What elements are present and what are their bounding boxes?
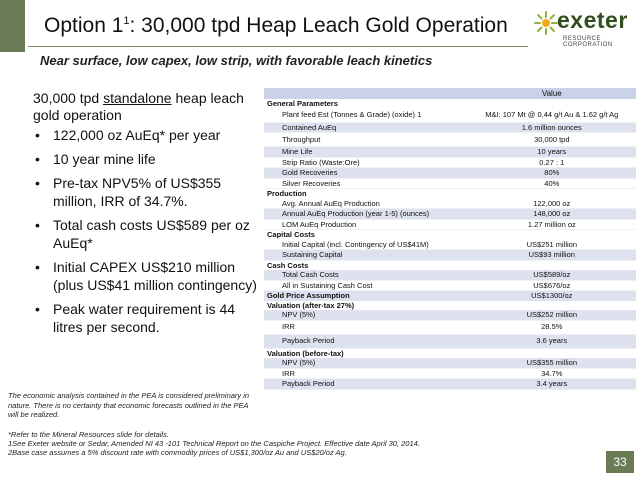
table-cell-value: US$93 million <box>468 250 636 261</box>
footnote: 1See Exeter website or Sedar, Amended NI 43 -101 Technical Report on the Caspiche Project. Effective date April 30, 2014. <box>8 439 420 448</box>
table-section-row <box>264 301 636 311</box>
table-cell-value <box>468 99 636 109</box>
sunburst-icon <box>533 10 559 36</box>
table-cell-label: Valuation (before-tax) <box>267 348 344 358</box>
table-cell-label: Production <box>267 189 307 198</box>
table-row <box>264 109 636 123</box>
table-cell-label: Contained AuEq <box>264 122 468 133</box>
table-cell-label: Payback Period <box>264 334 468 348</box>
table-cell-label: Gold Recoveries <box>264 168 468 179</box>
table-cell-label: General Parameters <box>267 99 338 108</box>
table-header-value: Value <box>468 88 636 99</box>
table-row <box>264 250 636 261</box>
table-cell-label: Sustaining Capital <box>264 250 468 261</box>
table-cell-value <box>468 348 636 358</box>
table-cell-value: 1.6 million ounces <box>468 122 636 133</box>
table-row <box>264 310 636 320</box>
table-cell-label: Strip Ratio (Waste:Ore) <box>264 157 468 168</box>
table-cell-label: Total Cash Costs <box>264 270 468 280</box>
table-cell-value: 30,000 tpd <box>468 133 636 147</box>
table-row <box>264 368 636 379</box>
table-row <box>264 280 636 291</box>
table-cell-label: Valuation (after-tax 27%) <box>267 300 355 310</box>
table-header-blank <box>264 88 468 99</box>
table-cell-value: 28.5% <box>468 320 636 334</box>
table-row <box>264 122 636 133</box>
logo-tagline: RESOURCE CORPORATION <box>563 36 613 48</box>
footnotes <box>8 430 478 457</box>
table-cell-value: US$355 million <box>468 358 636 368</box>
table-cell-label: IRR <box>264 368 468 379</box>
corner-accent-block <box>0 0 25 52</box>
table-row <box>264 358 636 368</box>
table-cell-label: Cash Costs <box>267 260 309 270</box>
table-cell-label: IRR <box>264 320 468 334</box>
table-cell-value: 0.27 : 1 <box>468 157 636 168</box>
table-row <box>264 379 636 390</box>
bullet-list <box>33 126 261 342</box>
table-cell-label: Plant feed Est (Tonnes & Grade) (oxide) 1 <box>264 109 468 123</box>
table-section-row <box>264 189 636 199</box>
table-cell-value: 34.7% <box>468 368 636 379</box>
table-cell-label: Gold Price Assumption <box>264 291 468 301</box>
table-header-row <box>264 88 636 99</box>
table-cell-label: Mine Life <box>264 147 468 158</box>
table-row <box>264 240 636 250</box>
bullet-item: • Initial CAPEX US$210 million (plus US$41 million contingency) <box>33 258 261 294</box>
table-cell-label: Annual AuEq Production (year 1-5) (ounces) <box>264 209 468 220</box>
table-cell-label: NPV (5%) <box>264 310 468 320</box>
table-cell-label: Payback Period <box>264 379 468 390</box>
table-row <box>264 320 636 334</box>
bullet-item: • 122,000 oz AuEq* per year <box>33 126 261 144</box>
table-row <box>264 178 636 189</box>
table-cell-value <box>468 260 636 270</box>
table-row <box>264 219 636 230</box>
lead-text: 30,000 tpd standalone heap leach gold operation <box>33 90 244 123</box>
table-cell-value: 10 years <box>468 147 636 158</box>
table-cell-value: M&I: 107 Mt @ 0.44 g/t Au & 1.62 g/t Ag <box>468 109 636 123</box>
table-row <box>264 168 636 179</box>
table-cell-value: US$676/oz <box>468 280 636 291</box>
table-section-row <box>264 99 636 109</box>
economics-table <box>264 88 636 390</box>
table-cell-value: 3.4 years <box>468 379 636 390</box>
table-cell-label: Capital Costs <box>267 230 315 239</box>
table-section-row <box>264 291 636 301</box>
table-cell-value: US$1300/oz <box>468 291 636 301</box>
table-cell-label: LOM AuEq Production <box>264 219 468 230</box>
slide-subtitle: Near surface, low capex, low strip, with favorable leach kinetics <box>40 53 433 68</box>
table-section-row <box>264 260 636 270</box>
footnote: 2Base case assumes a 5% discount rate with commodity prices of US$1,300/oz Au and US$20/oz Ag. <box>8 448 347 457</box>
table-row <box>264 133 636 147</box>
table-cell-value: 148,000 oz <box>468 209 636 220</box>
table-cell-value: US$252 million <box>468 310 636 320</box>
table-cell-label: All in Sustaining Cash Cost <box>264 280 468 291</box>
table-row <box>264 334 636 348</box>
table-cell-label: Avg. Annual AuEq Production <box>264 199 468 209</box>
logo-wordmark: exeter <box>557 7 628 33</box>
bullet-item: • Pre-tax NPV5% of US$355 million, IRR of 34.7%. <box>33 174 261 210</box>
bullet-item: • Peak water requirement is 44 litres per second. <box>33 300 261 336</box>
table-cell-value: US$589/oz <box>468 270 636 280</box>
table-cell-value <box>468 230 636 240</box>
table-row <box>264 157 636 168</box>
table-cell-label: Silver Recoveries <box>264 178 468 189</box>
table-row <box>264 270 636 280</box>
table-cell-value: 1.27 million oz <box>468 219 636 230</box>
slide-title: Option $1^1$: 30,000 tpd Heap Leach Gold Operation <box>44 14 508 37</box>
table-cell-label: Initial Capital (incl. Contingency of US$41M) <box>264 240 468 250</box>
table-cell-value: 80% <box>468 168 636 179</box>
table-row <box>264 147 636 158</box>
footnote: *Refer to the Mineral Resources slide for details. <box>8 430 169 439</box>
table-cell-value: 3.6 years <box>468 334 636 348</box>
table-cell-value: 40% <box>468 178 636 189</box>
table-cell-label: Throughput <box>264 133 468 147</box>
company-logo <box>533 6 633 50</box>
table-cell-value <box>468 301 636 311</box>
bullet-item: • 10 year mine life <box>33 150 261 168</box>
title-underline <box>28 46 528 47</box>
table-cell-value: US$251 million <box>468 240 636 250</box>
table-cell-label: NPV (5%) <box>264 358 468 368</box>
table-cell-value <box>468 189 636 199</box>
table-row <box>264 199 636 209</box>
table-row <box>264 209 636 220</box>
table-section-row <box>264 230 636 240</box>
table-section-row <box>264 348 636 358</box>
page-number: 33 <box>606 451 634 473</box>
table-cell-value: 122,000 oz <box>468 199 636 209</box>
bullet-item: • Total cash costs US$589 per oz AuEq* <box>33 216 261 252</box>
pea-disclaimer: The economic analysis contained in the PEA is considered preliminary in nature. There is no certainty that economic forecasts outlined in the PEA will be realized. <box>8 391 250 419</box>
